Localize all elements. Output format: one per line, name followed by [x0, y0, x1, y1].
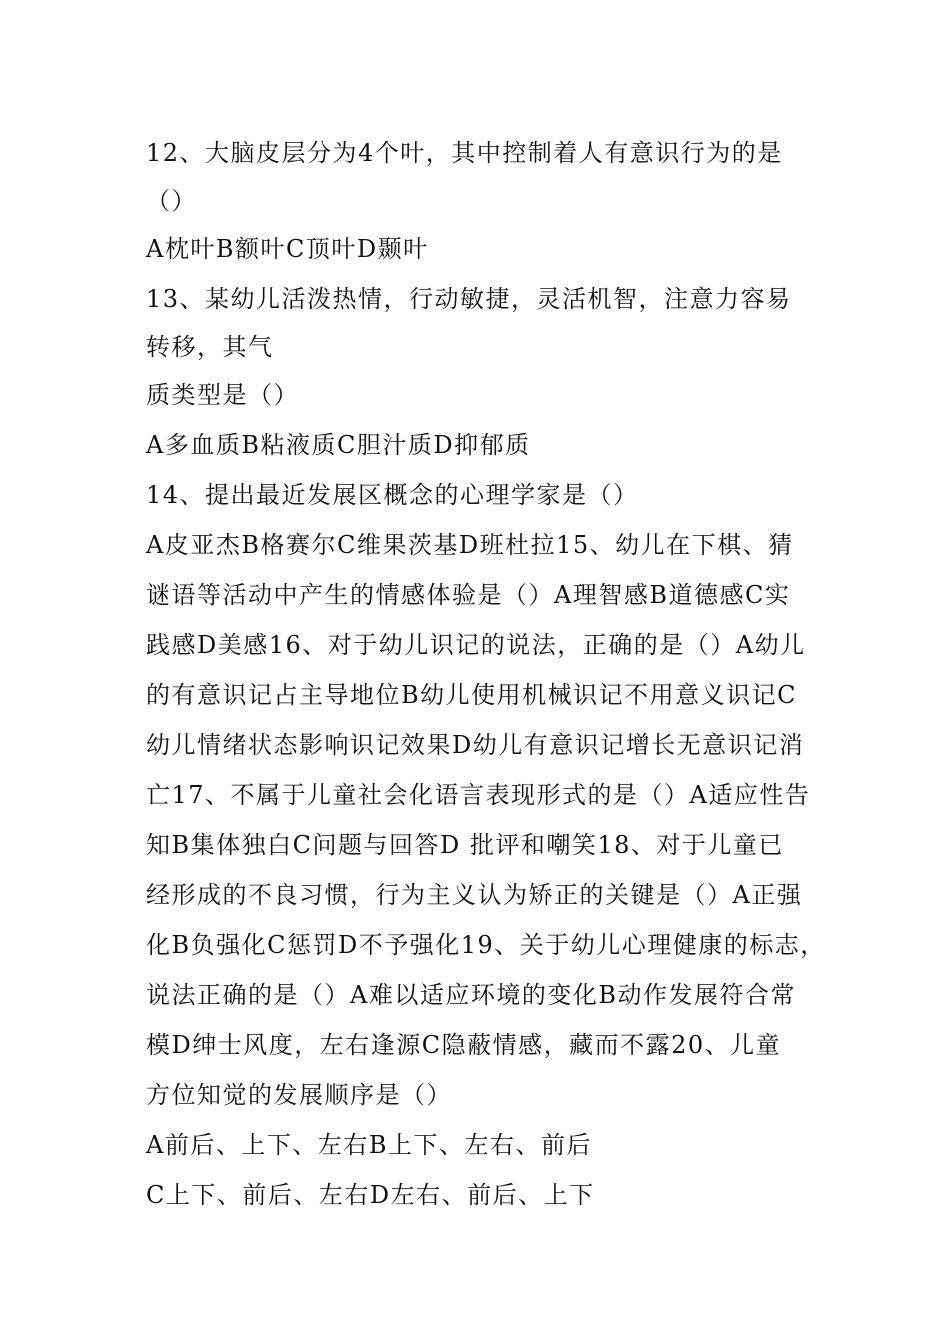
- text-line-1: 12、大脑皮层分为4个叶，其中控制着人有意识行为的是: [146, 139, 783, 167]
- text-line-15: 知B集体独白C问题与回答D 批评和嘲笑18、对于儿童已: [146, 831, 784, 859]
- text-line-6: 质类型是（）: [146, 381, 299, 409]
- text-line-19: 模D绅士风度，左右逢源C隐蔽情感，藏而不露20、儿童: [146, 1031, 782, 1059]
- question-text-block: [146, 128, 826, 1220]
- text-line-17: 化B负强化C惩罚D不予强化19、关于幼儿心理健康的标志，: [146, 931, 826, 959]
- text-line-9: A皮亚杰B格赛尔C维果茨基D班杜拉15、幼儿在下棋、猜: [146, 531, 794, 559]
- text-line-7: A多血质B粘液质C胆汁质D抑郁质: [146, 431, 531, 459]
- text-line-11: 践感D美感16、对于幼儿识记的说法，正确的是（）A幼儿: [146, 631, 806, 659]
- text-line-2: （）: [146, 187, 197, 215]
- text-line-5: 转移，其气: [146, 333, 274, 361]
- text-line-20: 方位知觉的发展顺序是（）: [146, 1081, 452, 1109]
- text-line-18: 说法正确的是（）A难以适应环境的变化B动作发展符合常: [146, 981, 796, 1009]
- text-line-16: 经形成的不良习惯，行为主义认为矫正的关键是（）A正强: [146, 881, 803, 909]
- text-line-3: A枕叶B额叶C顶叶D颞叶: [146, 235, 429, 263]
- text-line-13: 幼儿情绪状态影响识记效果D幼儿有意识记增长无意识记消: [146, 731, 805, 759]
- text-line-12: 的有意识记占主导地位B幼儿使用机械识记不用意义识记C: [146, 681, 797, 709]
- text-line-21: A前后、上下、左右B上下、左右、前后: [146, 1131, 592, 1159]
- text-line-14: 亡17、不属于儿童社会化语言表现形式的是（）A适应性告: [146, 781, 811, 809]
- text-line-22: C上下、前后、左右D左右、前后、上下: [146, 1181, 595, 1209]
- text-line-4: 13、某幼儿活泼热情，行动敏捷，灵活机智，注意力容易: [146, 285, 792, 313]
- text-line-8: 14、提出最近发展区概念的心理学家是（）: [146, 481, 639, 509]
- text-line-10: 谜语等活动中产生的情感体验是（）A理智感B道德感C实: [146, 581, 791, 609]
